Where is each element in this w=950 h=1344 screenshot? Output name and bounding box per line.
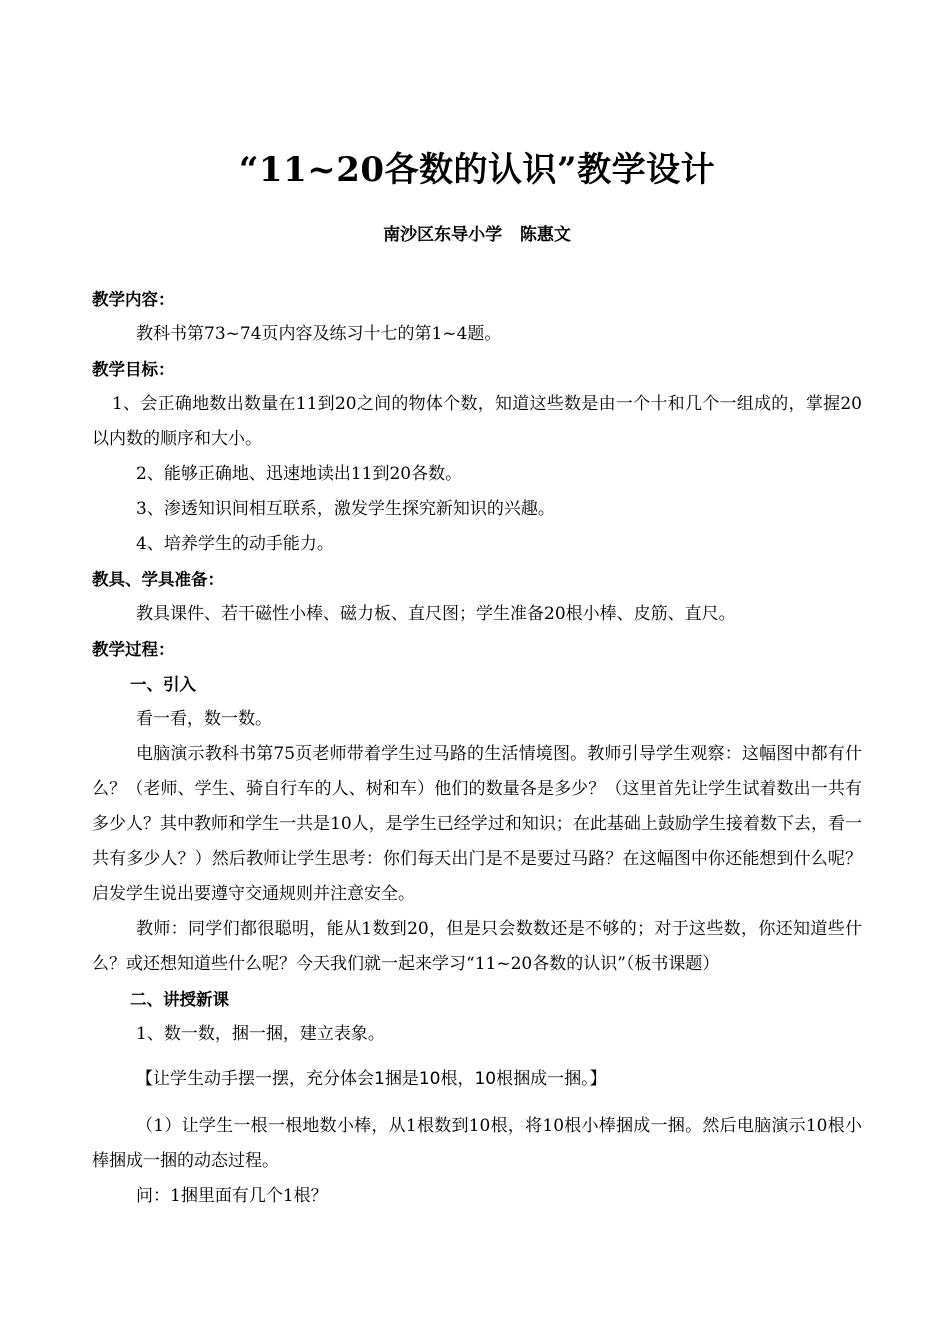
author-line: 南沙区东导小学 陈惠文 bbox=[383, 225, 571, 245]
page-title: “11~20各数的认识”教学设计 bbox=[238, 150, 716, 190]
part1-paragraph-1: 看一看，数一数。 bbox=[136, 709, 272, 729]
goal-item-3: 3、渗透知识间相互联系，激发学生探究新知识的兴趣。 bbox=[136, 499, 555, 519]
part2-paragraph-1: 1、数一数，捆一捆，建立表象。 bbox=[136, 1024, 385, 1044]
section-heading-content: 教学内容： bbox=[92, 290, 175, 309]
goal-item-1: 1、会正确地数出数量在11到20之间的物体个数，知道这些数是由一个十和几个一组成的，掌握20以内数的顺序和大小。 bbox=[92, 394, 862, 449]
part2-callout: 【让学生动手摆一摆，充分体会1捆是10根，10根捆成一捆。】 bbox=[136, 1069, 607, 1089]
content-text: 教科书第73~74页内容及练习十七的第1~4题。 bbox=[136, 324, 502, 344]
part2-paragraph-2: （1）让学生一根一根地数小棒，从1根数到10根，将10根小棒捆成一捆。然后电脑演示10根小棒捆成一捆的动态过程。 bbox=[92, 1116, 862, 1171]
document-page bbox=[92, 0, 862, 1344]
section-heading-process: 教学过程： bbox=[92, 640, 175, 659]
goal-item-4: 4、培养学生的动手能力。 bbox=[136, 534, 334, 554]
part1-paragraph-3: 教师：同学们都很聪明，能从1数到20，但是只会数数还是不够的；对于这些数，你还知道些什么？或还想知道些什么呢？今天我们就一起来学习“11~20各数的认识”（板书课题） bbox=[92, 919, 862, 974]
document-body bbox=[92, 282, 862, 1214]
part2-paragraph-3: 问：1捆里面有几个1根？ bbox=[136, 1186, 328, 1206]
section-heading-tools: 教具、学具准备： bbox=[92, 570, 224, 589]
part1-paragraph-2: 电脑演示教科书第75页老师带着学生过马路的生活情境图。教师引导学生观察：这幅图中都有什么？（老师、学生、骑自行车的人、树和车）他们的数量各是多少？（这里首先让学生试着数出一共有多少人？其中教师和学生一共是10人，是学生已经学过和知识；在此基础上鼓励学生接着数下去，看一共有多少人？）然后教师让学生思考：你们每天出门是不是要过马路？在这幅图中你还能想到什么呢？启发学生说出要遵守交通规则并注意安全。 bbox=[92, 744, 862, 904]
part2-heading: 二、讲授新课 bbox=[130, 990, 229, 1009]
part1-heading: 一、引入 bbox=[130, 675, 196, 694]
section-heading-goals: 教学目标： bbox=[92, 360, 175, 379]
tools-text: 教具课件、若干磁性小棒、磁力板、直尺图；学生准备20根小棒、皮筋、直尺。 bbox=[136, 604, 736, 624]
goal-item-2: 2、能够正确地、迅速地读出11到20各数。 bbox=[136, 464, 463, 484]
